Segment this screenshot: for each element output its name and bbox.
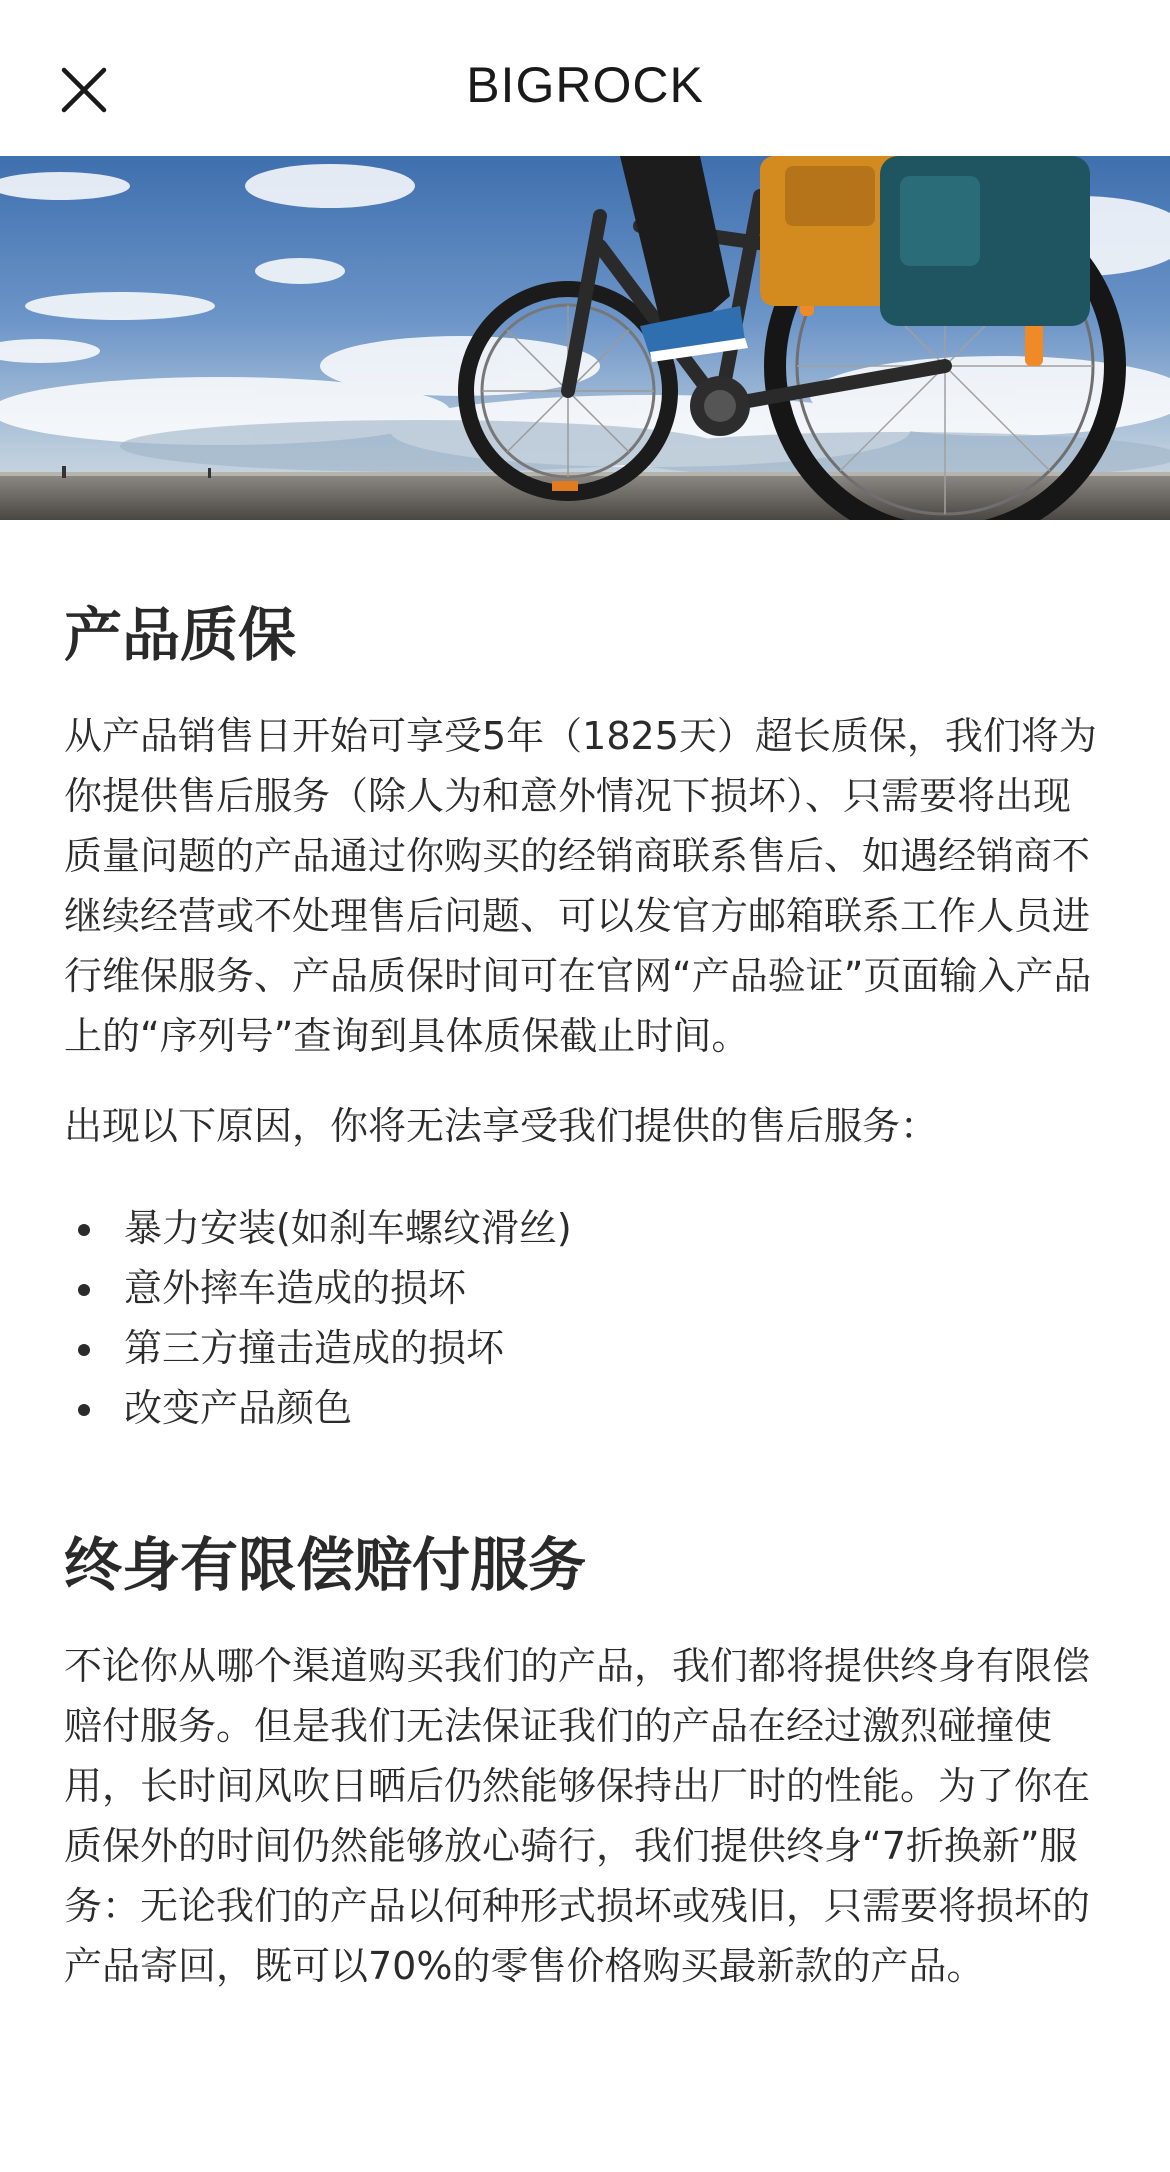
section-title-warranty: 产品质保 (64, 601, 297, 669)
bullet-icon (78, 1284, 90, 1296)
list-item-text: 第三方撞击造成的损坏 (124, 1326, 505, 1370)
list-item (64, 1198, 1106, 1258)
list-item-text: 意外摔车造成的损坏 (124, 1266, 467, 1310)
list-item (64, 1378, 1106, 1438)
list-item (64, 1258, 1106, 1318)
main-content (0, 520, 1170, 1996)
top-bar (0, 0, 1170, 156)
list-item-text: 改变产品颜色 (124, 1386, 353, 1430)
warranty-paragraph: 从产品销售日开始可享受5年（1825天）超长质保，我们将为你提供售后服务（除人为和意外情况下损坏）、只需要将出现质量问题的产品通过你购买的经销商联系售后、如遇经销商不继续经营或不处理售后问题、可以发官方邮箱联系工作人员进行维保服务、产品质保时间可在官网“产品验证”页面输入产品上的“序列号”查询到具体质保截止时间。 (64, 714, 1097, 1058)
exclusions-list (64, 1198, 1106, 1438)
page-title: BIGROCK (466, 57, 704, 113)
bullet-icon (78, 1224, 90, 1236)
bicycle-hero-image (0, 156, 1170, 520)
list-item (64, 1318, 1106, 1378)
bullet-icon (78, 1404, 90, 1416)
bullet-icon (78, 1344, 90, 1356)
list-item-text: 暴力安装(如刹车螺纹滑丝) (124, 1206, 572, 1250)
section-title-lifetime: 终身有限偿赔付服务 (64, 1531, 587, 1599)
lifetime-paragraph: 不论你从哪个渠道购买我们的产品，我们都将提供终身有限偿赔付服务。但是我们无法保证我们的产品在经过激烈碰撞使用，长时间风吹日晒后仍然能够保持出厂时的性能。为了你在质保外的时间仍然能够放心骑行，我们提供终身“7折换新”服务：无论我们的产品以何种形式损坏或残旧，只需要将损坏的产品寄回，既可以70%的零售价格购买最新款的产品。 (64, 1644, 1091, 1988)
exclusions-intro: 出现以下原因，你将无法享受我们提供的售后服务： (64, 1104, 939, 1148)
